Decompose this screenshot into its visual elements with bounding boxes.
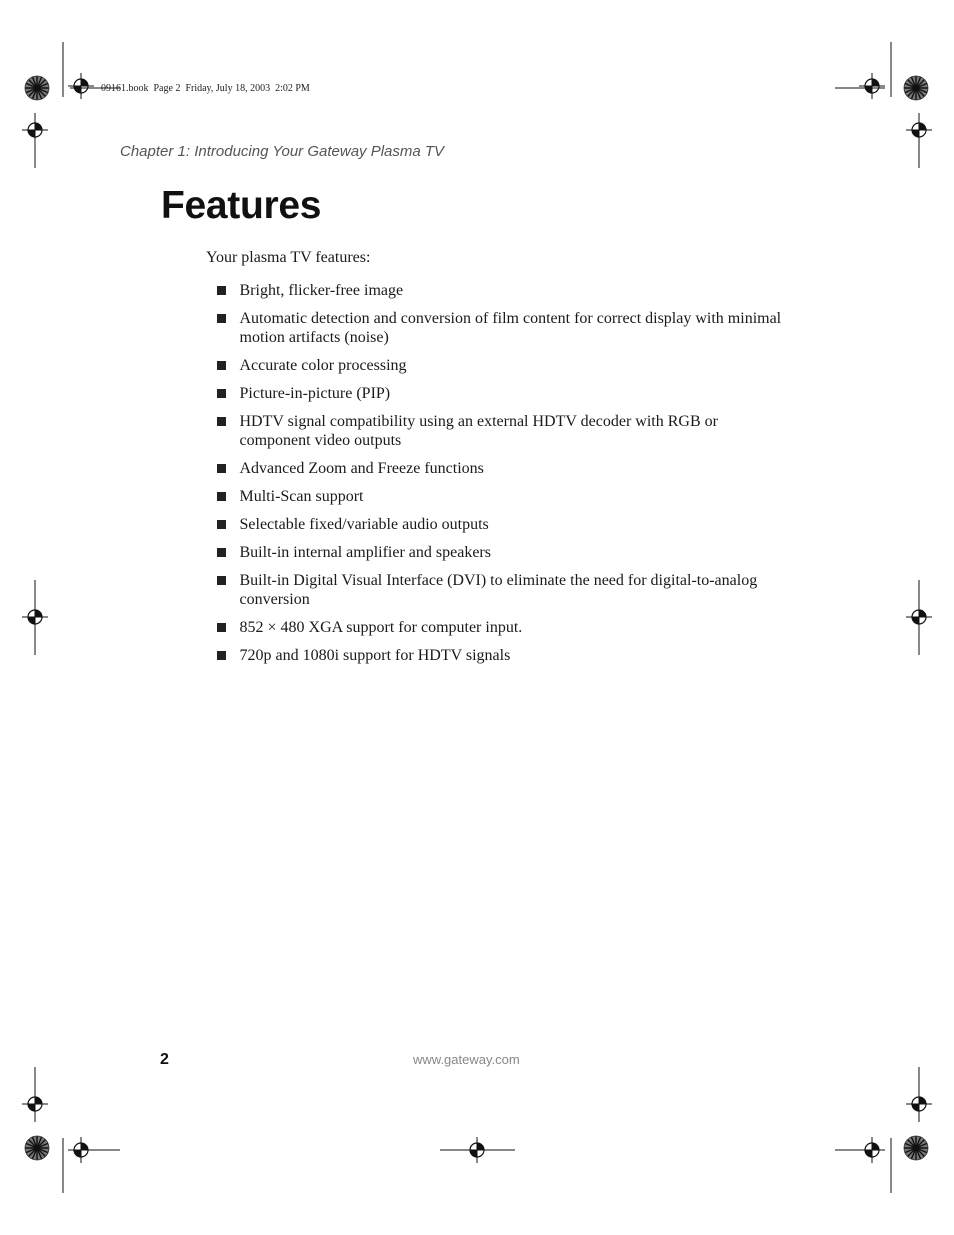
list-item: Advanced Zoom and Freeze functions xyxy=(216,459,786,478)
color-star-target-icon xyxy=(904,76,928,100)
registration-mark-icon xyxy=(464,1137,490,1163)
list-item: Automatic detection and conversion of film content for correct display with minimal motion artifacts (noise) xyxy=(216,309,786,347)
registration-mark-icon xyxy=(859,73,885,99)
registration-mark-icon xyxy=(68,1137,94,1163)
print-slug: 09161.book Page 2 Friday, July 18, 2003 2:02 PM xyxy=(101,83,310,94)
registration-mark-icon xyxy=(22,604,48,630)
list-item: Built-in Digital Visual Interface (DVI) to eliminate the need for digital-to-analog conversion xyxy=(216,571,786,609)
bullet-square-icon xyxy=(217,286,226,295)
list-item: Multi-Scan support xyxy=(216,487,786,506)
list-item: Built-in internal amplifier and speakers xyxy=(216,543,786,562)
bullet-square-icon xyxy=(217,361,226,370)
list-item: Bright, flicker-free image xyxy=(216,281,786,300)
color-star-target-icon xyxy=(904,1136,928,1160)
color-star-target-icon xyxy=(25,76,49,100)
registration-mark-icon xyxy=(859,1137,885,1163)
intro-text: Your plasma TV features: xyxy=(206,249,371,266)
page-title: Features xyxy=(161,184,322,227)
registration-mark-icon xyxy=(906,1091,932,1117)
footer-url: www.gateway.com xyxy=(413,1052,520,1067)
list-item: HDTV signal compatibility using an external HDTV decoder with RGB or component video outputs xyxy=(216,412,786,450)
feature-list xyxy=(216,281,786,674)
registration-mark-icon xyxy=(906,117,932,143)
list-item: 852 × 480 XGA support for computer input. xyxy=(216,618,786,637)
list-item: Selectable fixed/variable audio outputs xyxy=(216,515,786,534)
list-item: 720p and 1080i support for HDTV signals xyxy=(216,646,786,665)
color-star-target-icon xyxy=(25,1136,49,1160)
bullet-square-icon xyxy=(217,417,226,426)
bullet-square-icon xyxy=(217,548,226,557)
registration-mark-icon xyxy=(906,604,932,630)
registration-mark-icon xyxy=(68,73,94,99)
list-item: Accurate color processing xyxy=(216,356,786,375)
bullet-square-icon xyxy=(217,576,226,585)
bullet-square-icon xyxy=(217,520,226,529)
bullet-square-icon xyxy=(217,464,226,473)
bullet-square-icon xyxy=(217,492,226,501)
list-item: Picture-in-picture (PIP) xyxy=(216,384,786,403)
registration-mark-icon xyxy=(22,117,48,143)
bullet-square-icon xyxy=(217,389,226,398)
running-head: Chapter 1: Introducing Your Gateway Plasma TV xyxy=(120,143,445,160)
bullet-square-icon xyxy=(217,623,226,632)
page-number: 2 xyxy=(160,1051,169,1068)
bullet-square-icon xyxy=(217,314,226,323)
registration-mark-icon xyxy=(22,1091,48,1117)
bullet-square-icon xyxy=(217,651,226,660)
